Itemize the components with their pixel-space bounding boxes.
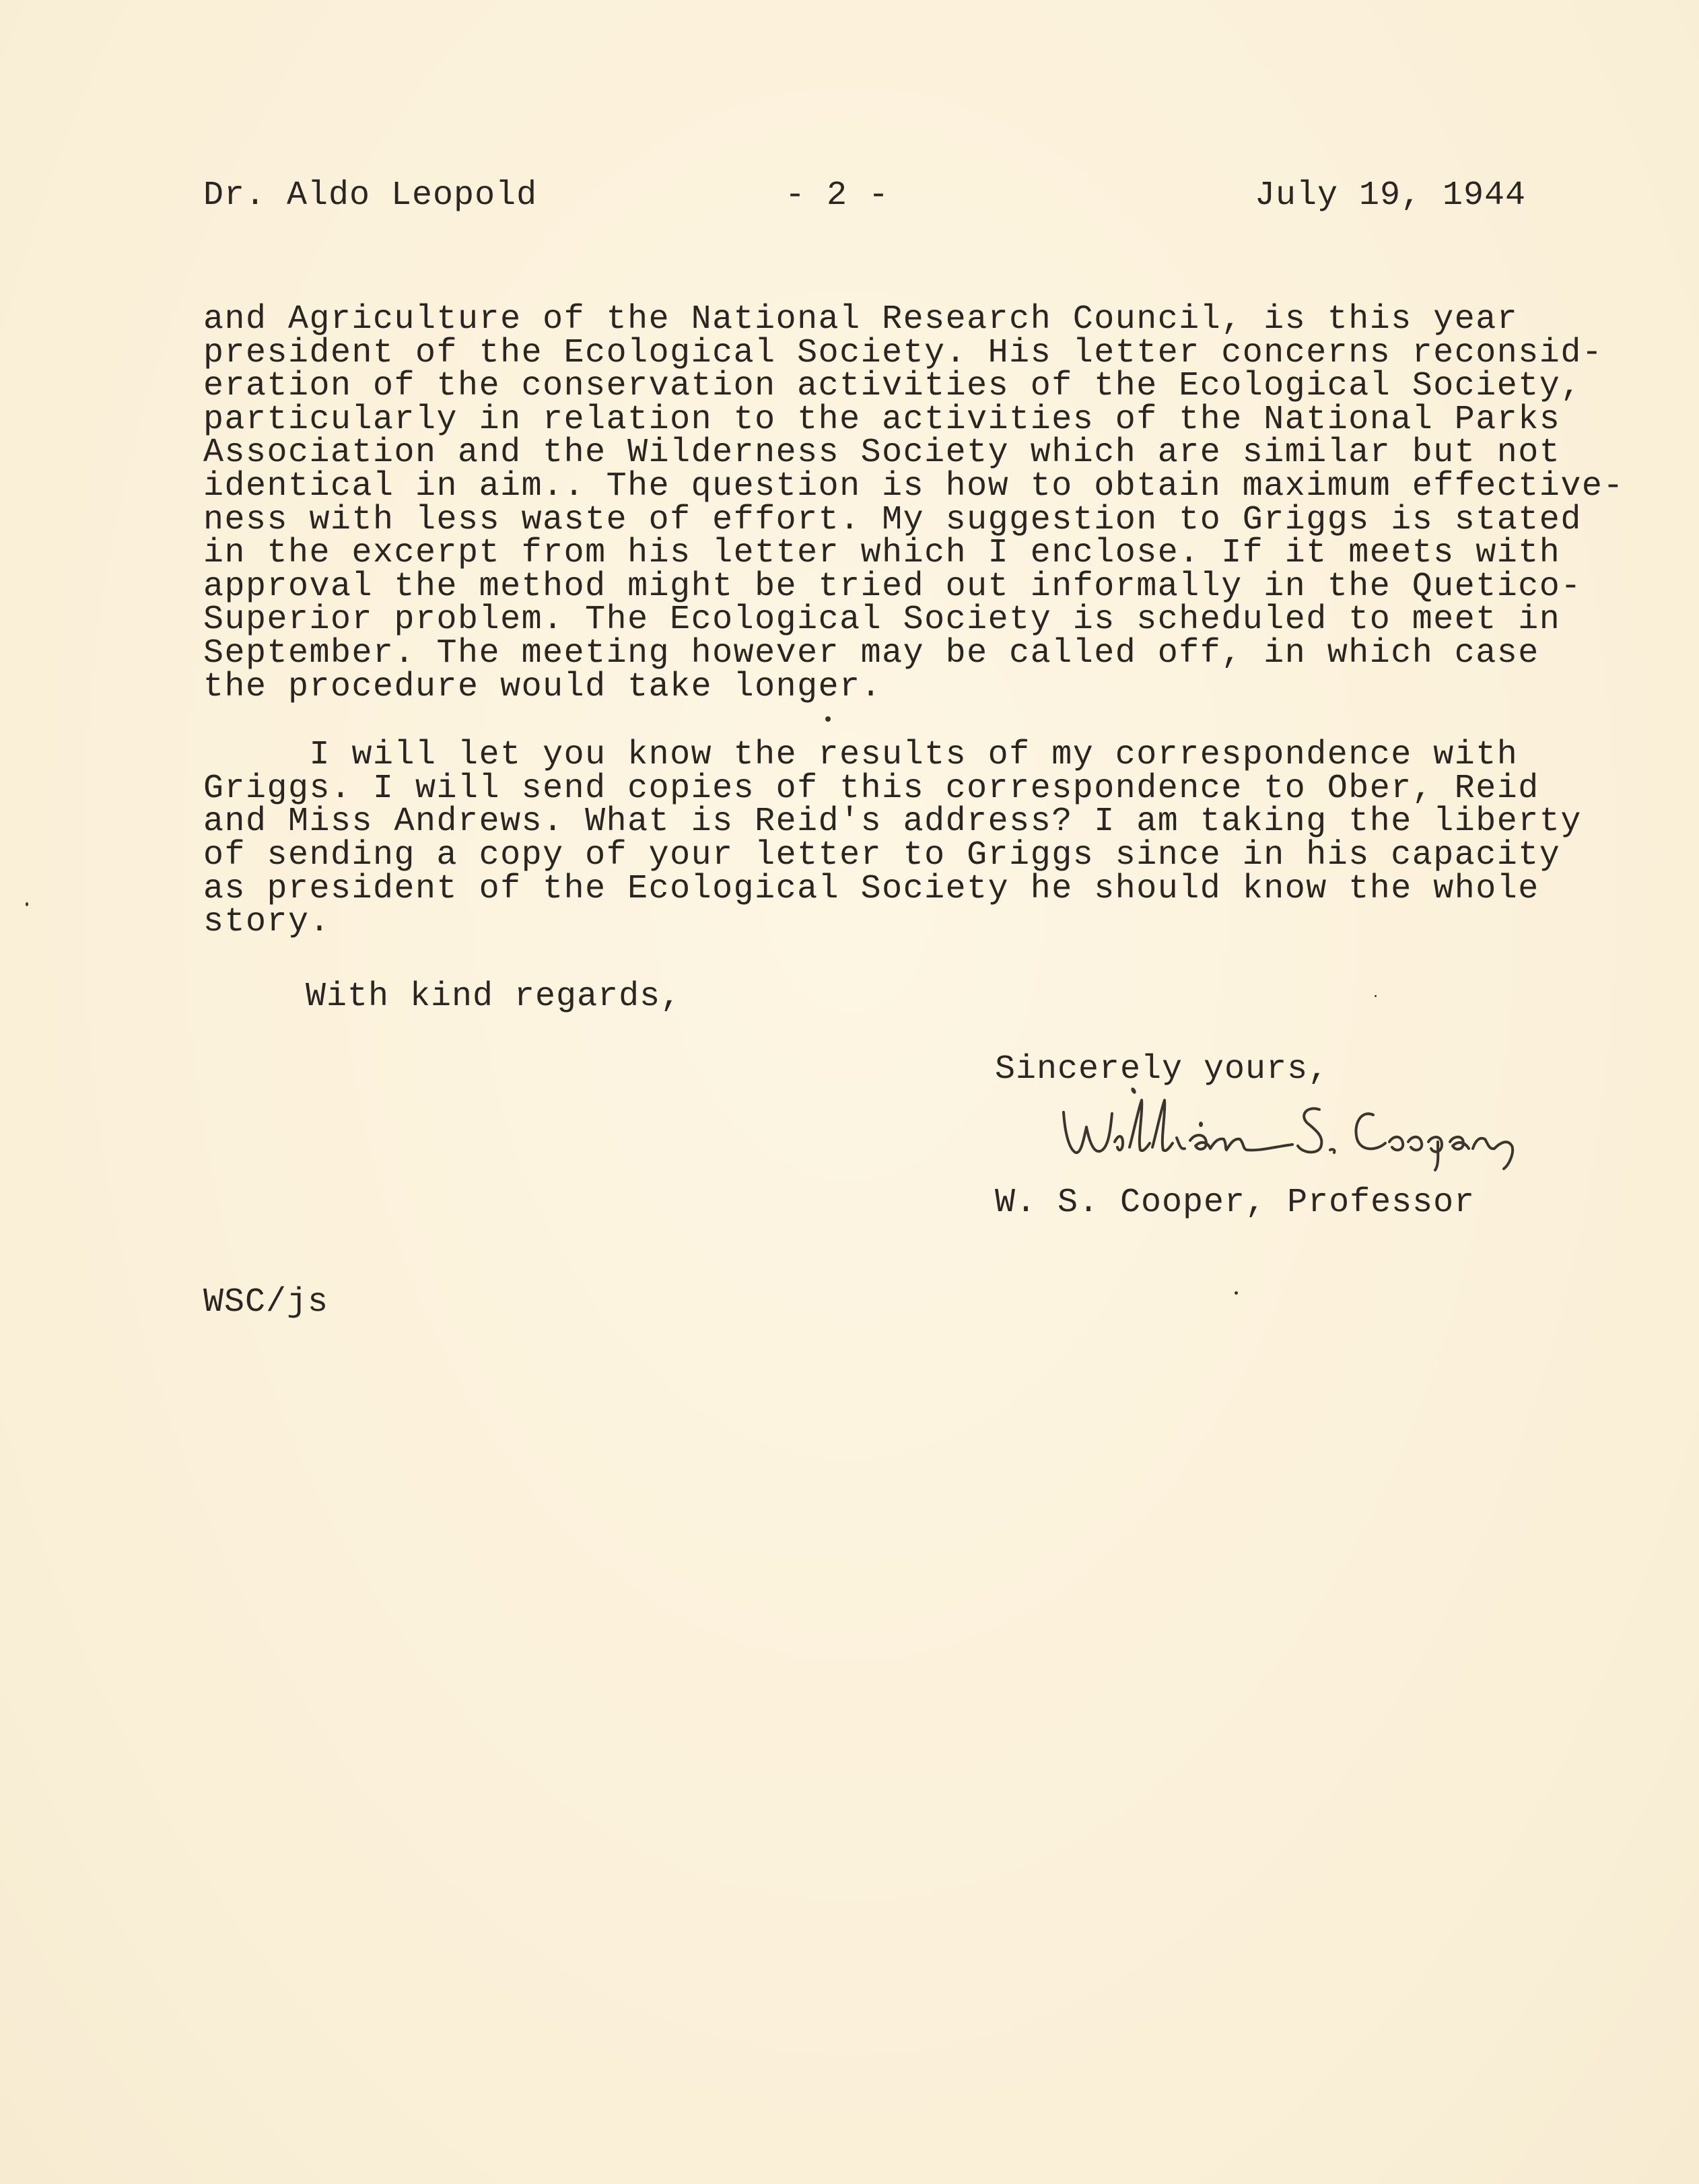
body-line: and Miss Andrews. What is Reid's address? I am taking the liberty bbox=[203, 803, 1582, 842]
body-line: as president of the Ecological Society he should know the whole bbox=[203, 869, 1539, 908]
ink-speck bbox=[825, 716, 831, 722]
ink-speck bbox=[1375, 995, 1377, 997]
body-line: of sending a copy of your letter to Griggs since in his capacity bbox=[203, 835, 1561, 875]
signature-drawing bbox=[1057, 1085, 1555, 1173]
body-line: September. The meeting however may be called off, in which case bbox=[203, 634, 1539, 673]
handwritten-signature bbox=[1057, 1085, 1555, 1173]
body-line: eration of the conservation activities of the Ecological Society, bbox=[203, 367, 1582, 406]
body-line: ness with less waste of effort. My suggestion to Griggs is stated bbox=[203, 500, 1582, 539]
header-recipient: Dr. Aldo Leopold bbox=[203, 176, 538, 215]
signer-name: W. S. Cooper, Professor bbox=[995, 1184, 1476, 1222]
typist-initials: WSC/js bbox=[203, 1283, 329, 1322]
body-line: in the excerpt from his letter which I enclose. If it meets with bbox=[203, 534, 1561, 573]
body-line: president of the Ecological Society. His letter concerns reconsid- bbox=[203, 333, 1603, 372]
body-line: the procedure would take longer. bbox=[203, 667, 882, 706]
body-line: Superior problem. The Ecological Society is scheduled to meet in bbox=[203, 601, 1561, 640]
complimentary-close: Sincerely yours, bbox=[995, 1050, 1329, 1089]
letter-body bbox=[203, 300, 1624, 942]
paragraph-2 bbox=[203, 736, 1590, 942]
body-line: approval the method might be tried out informally in the Quetico- bbox=[203, 567, 1582, 606]
page-number: - 2 - bbox=[785, 176, 890, 215]
body-line: I will let you know the results of my correspondence with bbox=[203, 736, 1519, 775]
letter-date: July 19, 1944 bbox=[1255, 176, 1527, 215]
body-line: and Agriculture of the National Research Council, is this year bbox=[203, 300, 1519, 339]
body-line: particularly in relation to the activities of the National Parks bbox=[203, 400, 1561, 439]
paragraph-1 bbox=[203, 300, 1624, 706]
ink-speck bbox=[26, 902, 28, 906]
body-line: identical in aim.. The question is how to obtain maximum effective- bbox=[203, 467, 1624, 506]
body-line: Association and the Wilderness Society which are similar but not bbox=[203, 434, 1561, 473]
closing-regards: With kind regards, bbox=[306, 978, 682, 1016]
body-line: Griggs. I will send copies of this correspondence to Ober, Reid bbox=[203, 769, 1539, 808]
ink-speck bbox=[1235, 1291, 1238, 1295]
body-line: story. bbox=[203, 903, 331, 942]
